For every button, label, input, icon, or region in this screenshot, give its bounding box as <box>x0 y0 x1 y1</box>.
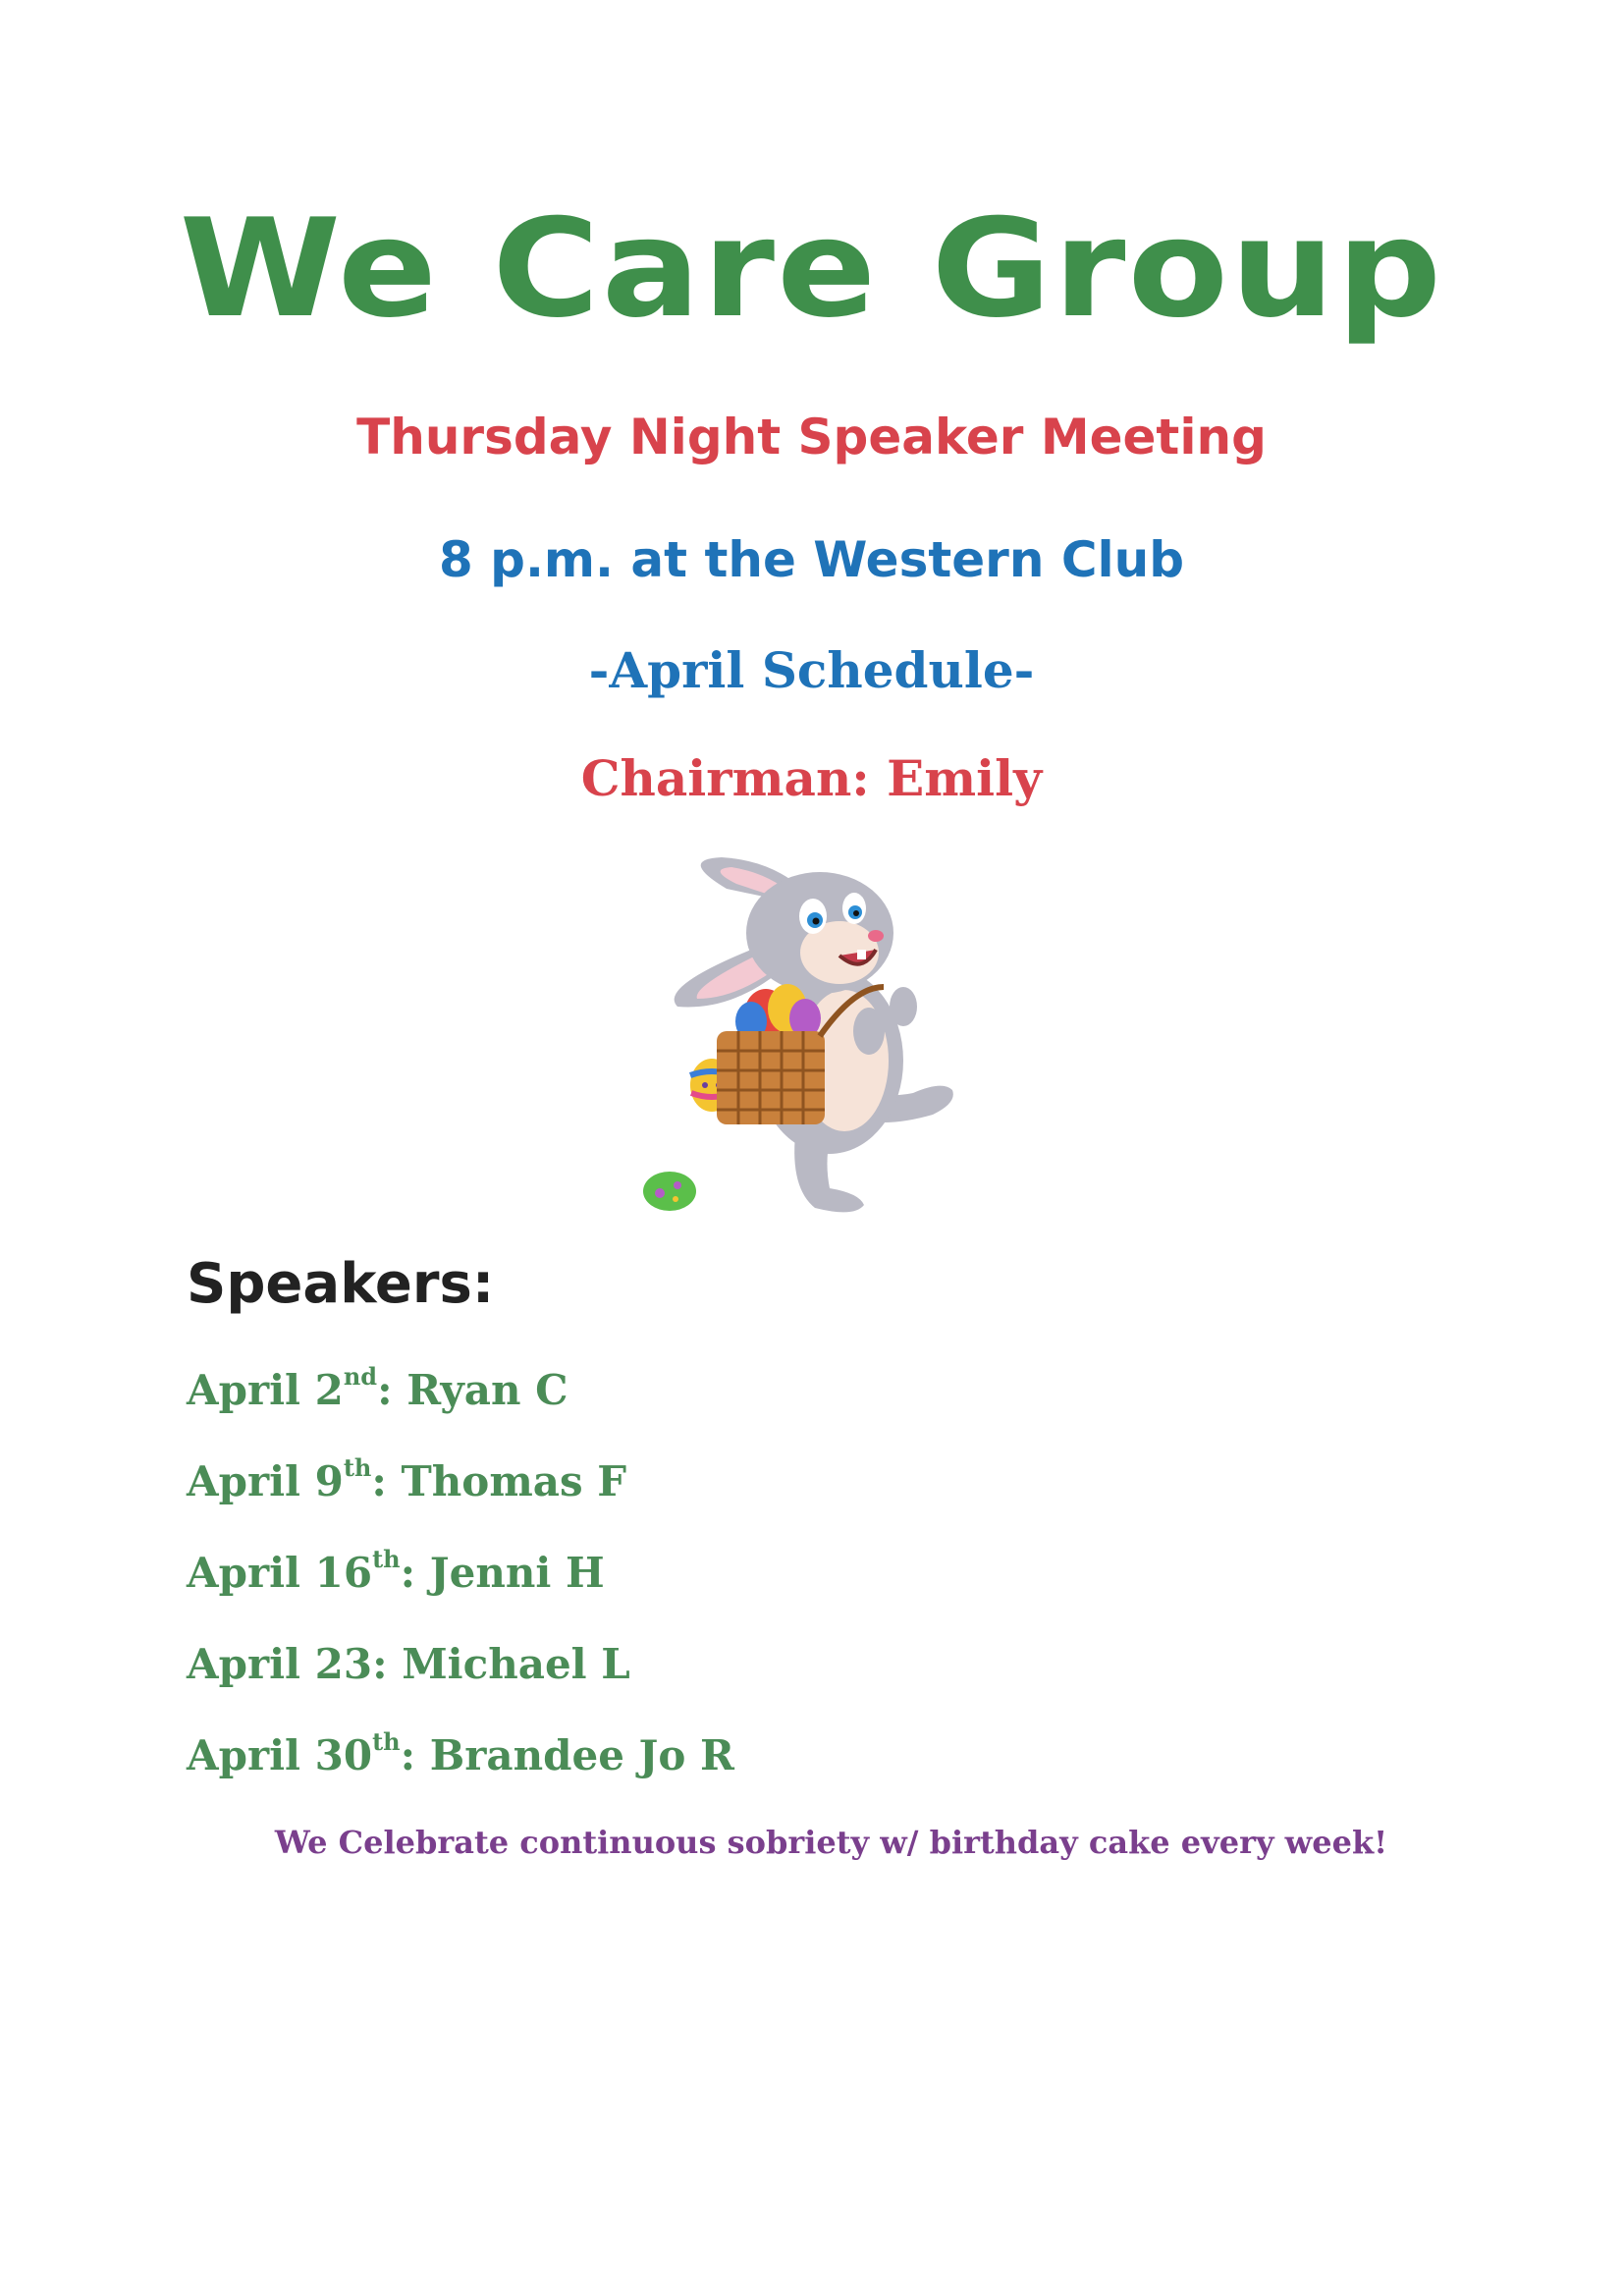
footer-note: We Celebrate continuous sobriety w/ birthday cake every week! <box>274 1824 1388 1861</box>
speaker-name: : Brandee Jo R <box>400 1731 734 1779</box>
speaker-date: April 30 <box>187 1731 373 1779</box>
speaker-entry <box>187 1727 734 1779</box>
schedule-heading: -April Schedule- <box>588 641 1035 699</box>
speaker-date: April 23 <box>187 1640 373 1688</box>
green-egg-icon <box>643 1172 696 1211</box>
speaker-name: : Thomas F <box>371 1457 627 1505</box>
page-title: We Care Group <box>179 190 1444 348</box>
speaker-date: April 9 <box>187 1457 344 1505</box>
speaker-name: : Ryan C <box>377 1366 568 1414</box>
date-suffix: nd <box>343 1362 378 1391</box>
speaker-entry <box>187 1362 568 1414</box>
meeting-subtitle: Thursday Night Speaker Meeting <box>356 409 1267 465</box>
speaker-entry <box>187 1545 605 1597</box>
speaker-entry <box>187 1639 630 1688</box>
speaker-name: : Jenni H <box>400 1549 605 1597</box>
chairman-line: Chairman: Emily <box>580 749 1043 807</box>
speaker-entry <box>187 1453 627 1505</box>
speakers-heading: Speakers: <box>187 1252 495 1316</box>
meeting-time-location: 8 p.m. at the Western Club <box>438 531 1185 588</box>
date-suffix: th <box>343 1453 372 1482</box>
speaker-name: : Michael L <box>372 1640 630 1688</box>
speaker-date: April 2 <box>187 1366 344 1414</box>
easter-bunny-illustration <box>619 840 1031 1232</box>
date-suffix: th <box>372 1727 401 1756</box>
speaker-date: April 16 <box>187 1549 373 1597</box>
date-suffix: th <box>372 1545 401 1573</box>
